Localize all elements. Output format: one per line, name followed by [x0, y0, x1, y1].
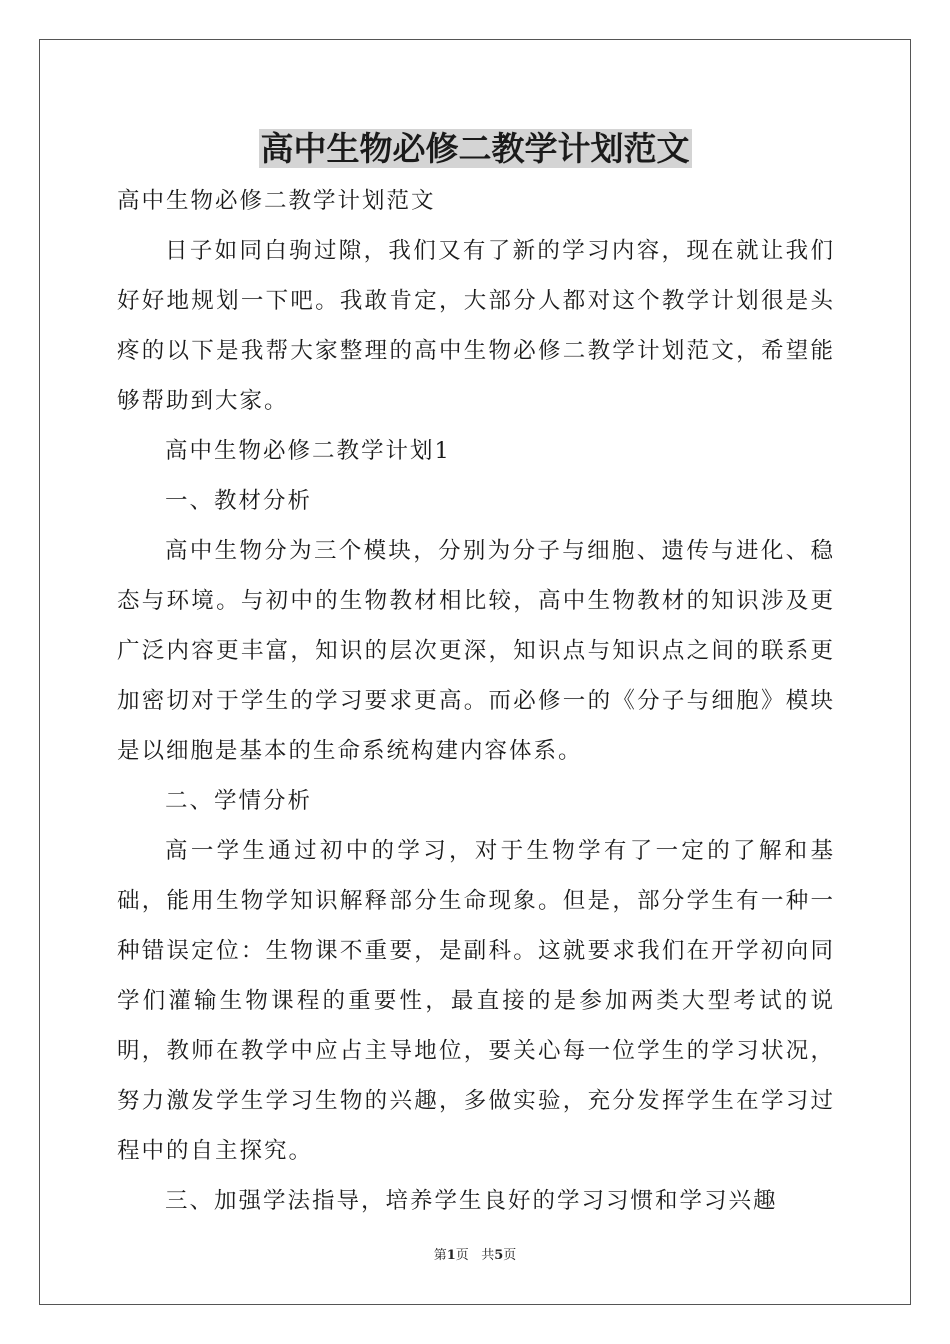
plan-heading: 高中生物必修二教学计划1	[165, 438, 451, 464]
page-prefix: 第	[433, 1248, 447, 1263]
page-number: 1	[446, 1248, 456, 1263]
section-heading-textbook-analysis: 一、教材分析	[165, 488, 313, 514]
total-prefix: 共	[481, 1248, 495, 1263]
total-suffix: 页	[503, 1248, 517, 1263]
page-suffix: 页	[455, 1248, 469, 1263]
intro-paragraph: 日子如同白驹过隙，我们又有了新的学习内容，现在就让我们好好地规划一下吧。我敢肯定，大部分人都对这个教学计划很是头疼的以下是我帮大家整理的高中生物必修二教学计划范文，希望能够帮助到大家。	[117, 238, 835, 414]
student-analysis-paragraph: 高一学生通过初中的学习，对于生物学有了一定的了解和基础，能用生物学知识解释部分生命现象。但是，部分学生有一种一种错误定位：生物课不重要，是副科。这就要求我们在开学初向同学们灌输生物课程的重要性，最直接的是参加两类大型考试的说明，教师在教学中应占主导地位，要关心每一位学生的学习状况，努力激发学生学习生物的兴趣，多做实验，充分发挥学生在学习过程中的自主探究。	[117, 838, 835, 1164]
document-body	[117, 176, 835, 1226]
document-title	[0, 124, 950, 174]
document-title-text: 高中生物必修二教学计划范文	[260, 129, 690, 168]
section-heading-student-analysis: 二、学情分析	[165, 788, 313, 814]
textbook-analysis-paragraph: 高中生物分为三个模块，分别为分子与细胞、遗传与进化、稳态与环境。与初中的生物教材相比较，高中生物教材的知识涉及更广泛内容更丰富，知识的层次更深，知识点与知识点之间的联系更加密切对于学生的学习要求更高。而必修一的《分子与细胞》模块是以细胞是基本的生命系统构建内容体系。	[117, 538, 835, 764]
subtitle-paragraph: 高中生物必修二教学计划范文	[117, 188, 436, 214]
section-heading-study-guidance: 三、加强学法指导，培养学生良好的学习习惯和学习兴趣	[165, 1188, 778, 1214]
page-footer	[0, 1246, 950, 1266]
total-pages: 5	[494, 1248, 504, 1263]
